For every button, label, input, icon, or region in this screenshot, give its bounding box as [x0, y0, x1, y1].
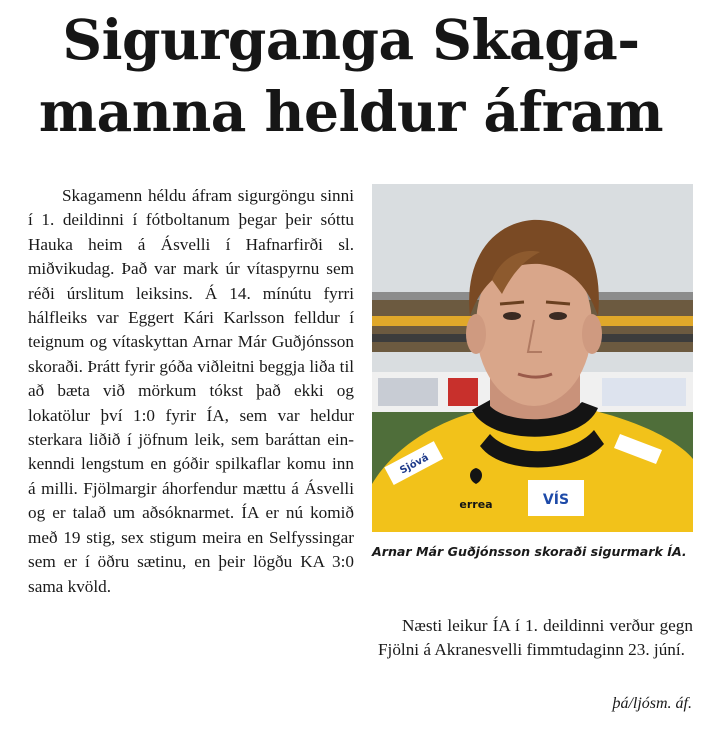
photo-brand-text: errea [459, 498, 493, 511]
next-game-text: Næsti leikur ÍA í 1. deildinni verður gegn Fjölni á Akranesvelli fimmtudaginn 23. júní. [378, 616, 693, 660]
player-photo [372, 184, 693, 532]
photo-sponsor-right-text: VÍS [542, 492, 570, 508]
photo-caption: Arnar Már Guðjónsson skoraði sigurmark ÍA. [372, 544, 687, 559]
headline-line-2: manna heldur áfram [38, 79, 664, 144]
headline [0, 4, 702, 148]
photo-credit: þá/ljósm. áf. [612, 695, 692, 712]
player-photo-illustration [372, 184, 693, 532]
article-body: Skagamenn héldu áfram sigurgöngu sinni í 1. deildinni í fótboltanum þegar þeir sóttu Hauka heim á Ásvelli í Hafnarfirði sl. miðvikudag. Það var mark úr vítaspyrnu sem réði úrslitum leiksins. Á 14. mínútu fyrri hálfleiks var Eggert Kári Karlsson felldur í teignum og vítaskyttan Arnar Már Guðjónsson skoraði. Þrátt fyrir góða viðleitni beggja liða til að bæta við mörkum tókst það ekki og lokatölur því 1:0 fyrir ÍA, sem var heldur sterkara liðið í jöfnum leik, sem baráttan einkenndi lengstum en góðir spilkaflar komu inn á milli. Fjölmargir áhorfendur mættu á Ásvelli og er talað um aðsóknarmet. ÍA er nú komið með 19 stig, sex stigum meira en Selfyssingar sem er í öðru sætinu, en þeir lögðu KA 3:0 sama kvöld. [28, 186, 354, 596]
photo-sponsor-left-text: Sjóvá [398, 452, 431, 477]
headline-line-1: Sigurganga Skaga- [62, 7, 640, 72]
